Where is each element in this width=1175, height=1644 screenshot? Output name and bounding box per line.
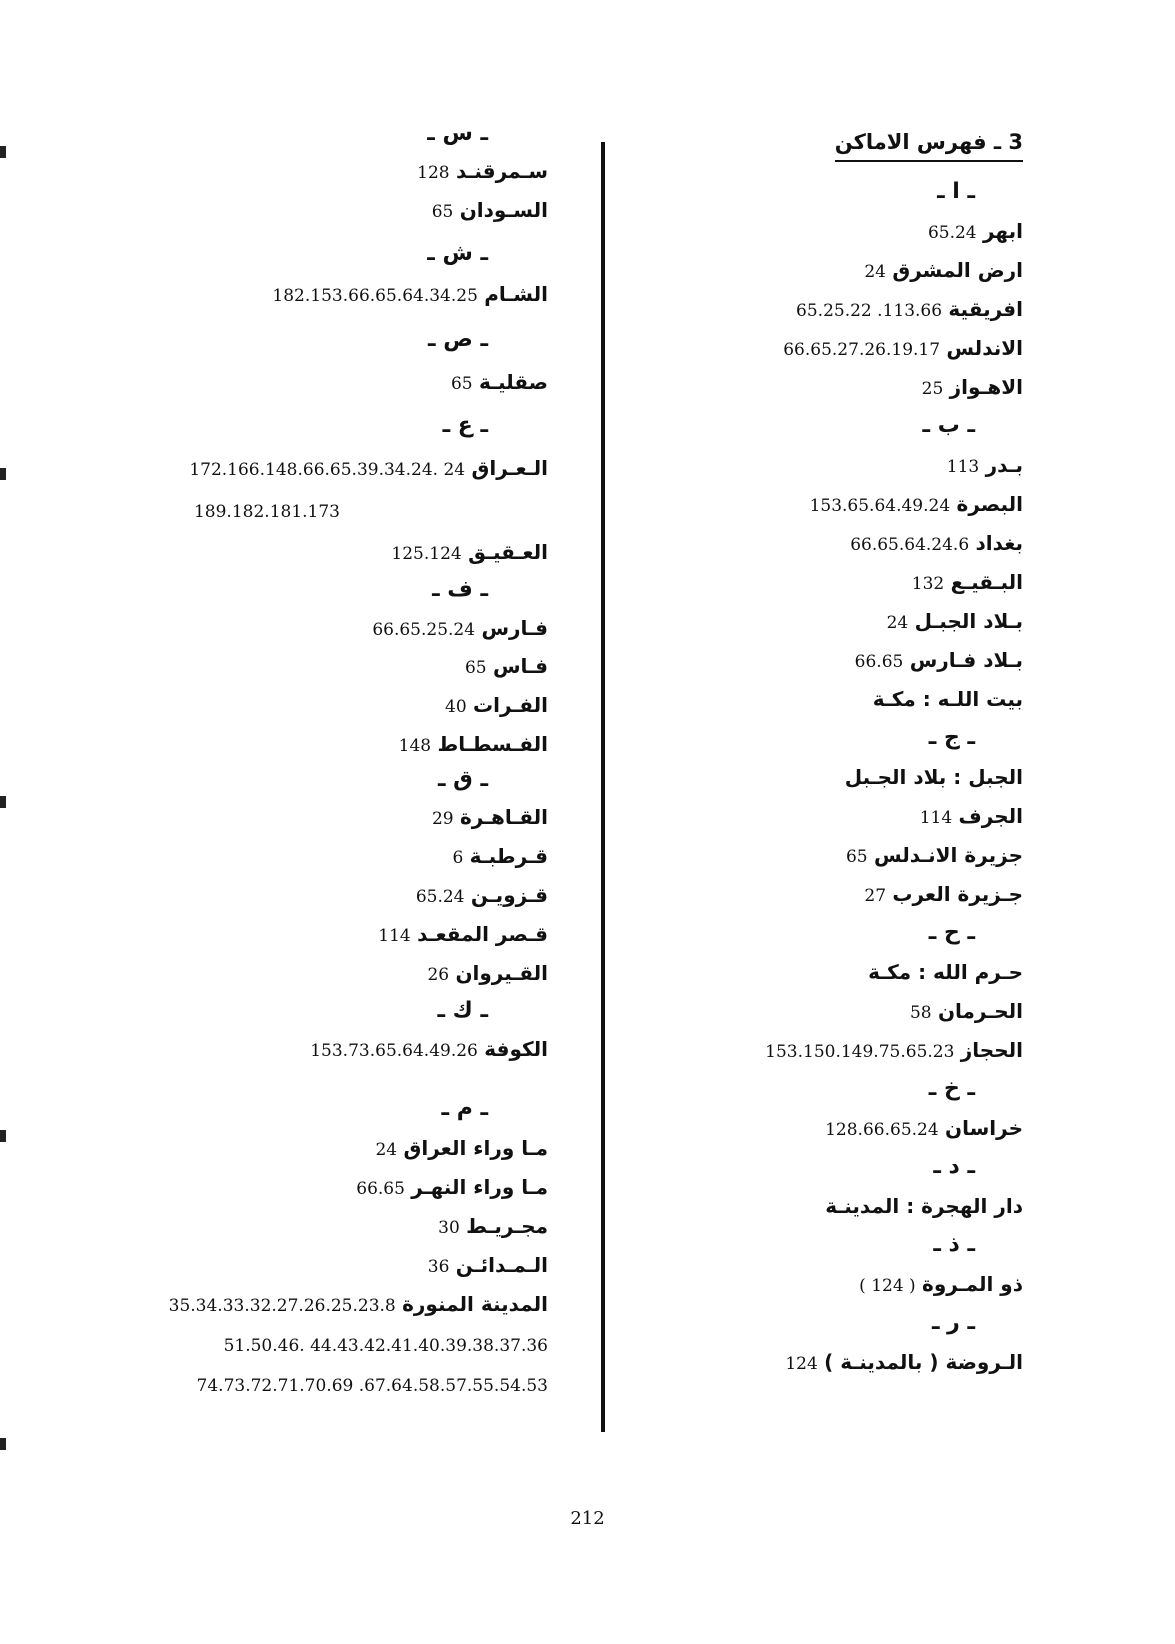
place-name: بغداد xyxy=(975,531,1023,555)
page-refs: 26 xyxy=(427,965,450,985)
place-name: حـرم الله : مكـة xyxy=(868,960,1023,984)
margin-mark xyxy=(0,468,6,480)
page-refs: 113 xyxy=(946,457,980,477)
index-entry xyxy=(438,1212,548,1242)
place-name: المدينة المنورة xyxy=(402,1292,548,1316)
page-refs: 58 xyxy=(909,1003,932,1023)
place-name: فـارس xyxy=(481,616,548,640)
place-name: العـقيـق xyxy=(468,540,548,564)
margin-mark xyxy=(0,1438,6,1450)
index-entry xyxy=(417,157,548,187)
letter-header: ـ ذ ـ xyxy=(933,1232,975,1257)
place-name: الاندلس xyxy=(946,336,1023,360)
index-entry xyxy=(391,538,548,568)
letter-header: ـ د ـ xyxy=(933,1154,975,1179)
page-refs: 153.73.65.64.49.26 xyxy=(310,1041,478,1061)
place-name: جزيرة الانـدلس xyxy=(873,843,1023,867)
page-refs: 148 xyxy=(398,736,432,756)
index-entry xyxy=(272,280,548,310)
page-refs: 153.150.149.75.65.23 xyxy=(765,1042,955,1062)
page-refs: 128.66.65.24 xyxy=(825,1120,939,1140)
index-entry xyxy=(785,1348,1023,1378)
place-name: البـقيـع xyxy=(950,570,1023,594)
index-entry xyxy=(845,763,1023,791)
index-entry xyxy=(189,454,548,484)
place-name: الـروضة ( بالمدينـة ) xyxy=(824,1350,1023,1374)
page-refs-continuation xyxy=(194,496,340,526)
page-refs: 65 xyxy=(845,847,868,867)
page-refs: 25 xyxy=(921,379,944,399)
place-name: قـرطبـة xyxy=(469,844,548,868)
place-name: الجبل : بلاد الجـبل xyxy=(844,765,1023,789)
page-refs: 65.24 xyxy=(927,223,977,243)
letter-header: ـ ب ـ xyxy=(922,413,975,438)
index-entry xyxy=(864,256,1023,286)
index-entry xyxy=(850,529,1023,559)
index-entry xyxy=(399,730,548,760)
margin-mark xyxy=(0,146,6,158)
place-name: جـزيرة العرب xyxy=(892,882,1023,906)
index-entry xyxy=(356,1173,548,1203)
index-entry xyxy=(810,490,1023,520)
place-name: قـصر المقعـد xyxy=(417,922,548,946)
letter-header: ـ س ـ xyxy=(427,121,488,146)
page-refs: 114 xyxy=(378,926,411,946)
page-refs: 6 xyxy=(452,848,464,868)
page-refs: ( 124 ) xyxy=(859,1276,916,1296)
page-refs: 66.65.64.24.6 xyxy=(850,535,970,555)
index-entry xyxy=(451,368,548,398)
place-name: قـزويـن xyxy=(470,883,548,907)
page-refs: 40 xyxy=(445,697,467,717)
index-entry xyxy=(465,652,548,682)
page-refs: 124 xyxy=(785,1354,818,1374)
index-entry xyxy=(825,1114,1023,1144)
place-name: الحجاز xyxy=(960,1038,1023,1062)
index-entry xyxy=(432,803,548,833)
index-title: 3 ـ فهرس الاماكن xyxy=(835,130,1023,162)
place-name: الجرف xyxy=(958,804,1023,828)
place-name: الكوفة xyxy=(484,1037,548,1061)
page-refs: 153.65.64.49.24 xyxy=(809,496,951,516)
page-refs: 66.65 xyxy=(854,652,904,672)
page-refs: 24 xyxy=(864,262,886,282)
place-name: القـاهـرة xyxy=(459,805,548,829)
place-name: الحـرمان xyxy=(937,999,1023,1023)
place-name: دار الهجرة : المدينـة xyxy=(825,1194,1023,1218)
place-name: بـلاد فـارس xyxy=(909,648,1023,672)
place-name: الاهـواز xyxy=(949,375,1023,399)
place-name: مجـريـط xyxy=(466,1214,548,1238)
page-refs: 114 xyxy=(919,808,953,828)
page-refs: 74.73.72.71.70.69 .67.64.58.57.55.54.53 xyxy=(196,1376,548,1396)
letter-header: ـ ج ـ xyxy=(928,725,975,750)
page-refs: 24 xyxy=(886,613,909,633)
place-name: الفـرات xyxy=(473,693,548,717)
place-name: ابهر xyxy=(982,219,1023,243)
place-name: خراسان xyxy=(945,1116,1023,1140)
letter-header: ـ ك ـ xyxy=(437,998,488,1023)
index-entry xyxy=(846,841,1023,871)
place-name: بيت اللـه : مكـة xyxy=(872,687,1023,711)
place-name: البصرة xyxy=(956,492,1023,516)
page-refs: 189.182.181.173 xyxy=(193,502,340,522)
index-entry xyxy=(445,691,548,721)
place-name: الشـام xyxy=(484,282,548,306)
index-entry xyxy=(783,334,1023,364)
index-entry xyxy=(416,881,548,911)
page-refs: 182.153.66.65.64.34.25 xyxy=(272,286,478,306)
margin-mark xyxy=(0,796,6,808)
margin-mark xyxy=(0,1130,6,1142)
page-refs-continuation xyxy=(197,1370,548,1400)
index-entry xyxy=(873,685,1023,713)
page-refs: 36 xyxy=(427,1257,450,1277)
index-entry xyxy=(375,1134,548,1164)
index-entry xyxy=(310,1035,548,1065)
page-refs: 132 xyxy=(911,574,945,594)
page-refs-continuation xyxy=(224,1330,548,1360)
page-refs: 66.65 xyxy=(356,1179,405,1199)
index-entry xyxy=(169,1290,548,1320)
index-entry xyxy=(859,1270,1023,1300)
index-entry xyxy=(796,295,1023,325)
index-entry xyxy=(855,646,1023,676)
page-refs: 113.66. 65.25.22 xyxy=(796,301,943,321)
letter-header: ـ م ـ xyxy=(441,1096,488,1121)
column-divider xyxy=(601,142,605,1432)
page-refs: 65 xyxy=(464,658,487,678)
page-number: 212 xyxy=(570,1508,605,1529)
index-entry xyxy=(920,802,1023,832)
place-name: السـودان xyxy=(459,198,548,222)
letter-header: ـ ع ـ xyxy=(442,413,488,438)
page-refs: 35.34.33.32.27.26.25.23.8 xyxy=(168,1296,396,1316)
place-name: الـعـراق xyxy=(471,456,548,480)
index-entry xyxy=(765,1036,1023,1066)
index-entry xyxy=(868,958,1023,986)
letter-header: ـ ر ـ xyxy=(931,1310,975,1335)
index-entry xyxy=(432,196,548,226)
page-refs: 51.50.46. 44.43.42.41.40.39.38.37.36 xyxy=(223,1336,548,1356)
index-entry xyxy=(452,842,548,872)
page-refs: 29 xyxy=(431,809,454,829)
place-name: مـا وراء العراق xyxy=(403,1136,548,1160)
page-refs: 128 xyxy=(417,163,450,183)
place-name: صقليـة xyxy=(478,370,548,394)
index-entry xyxy=(928,217,1023,247)
page-refs: 66.65.27.26.19.17 xyxy=(783,340,941,360)
index-entry xyxy=(378,920,548,950)
letter-header: ـ ف ـ xyxy=(432,577,488,602)
page-refs: 65.24 xyxy=(415,887,465,907)
index-entry xyxy=(372,614,548,644)
index-entry xyxy=(427,959,548,989)
place-name: ارض المشرق xyxy=(892,258,1023,282)
index-entry xyxy=(887,607,1023,637)
page-refs: 24 .172.166.148.66.65.39.34.24 xyxy=(189,460,466,480)
page-refs: 65 xyxy=(450,374,473,394)
place-name: بـدر xyxy=(985,453,1023,477)
letter-header: ـ ش ـ xyxy=(427,241,488,266)
page-refs: 65 xyxy=(431,202,454,222)
page-refs: 125.124 xyxy=(391,544,462,564)
place-name: الـمـدائـن xyxy=(455,1253,548,1277)
place-name: ذو المـروة xyxy=(922,1272,1023,1296)
index-entry xyxy=(912,568,1023,598)
place-name: افريقية xyxy=(948,297,1023,321)
place-name: القـيروان xyxy=(455,961,548,985)
place-name: مـا وراء النهـر xyxy=(411,1175,548,1199)
place-name: فـاس xyxy=(492,654,548,678)
index-entry xyxy=(910,997,1023,1027)
letter-header: ـ ح ـ xyxy=(928,920,975,945)
place-name: بـلاد الجبـل xyxy=(914,609,1023,633)
index-entry xyxy=(864,880,1023,910)
place-name: الفـسطـاط xyxy=(437,732,548,756)
index-entry xyxy=(428,1251,548,1281)
letter-header: ـ ا ـ xyxy=(937,179,975,204)
letter-header: ـ ق ـ xyxy=(437,767,488,792)
page-refs: 27 xyxy=(864,886,887,906)
place-name: سـمرقنـد xyxy=(455,159,548,183)
index-entry xyxy=(922,373,1023,403)
page-refs: 30 xyxy=(438,1218,460,1238)
page-refs: 66.65.25.24 xyxy=(372,620,476,640)
page-refs: 24 xyxy=(375,1140,398,1160)
index-entry xyxy=(947,451,1023,481)
letter-header: ـ ص ـ xyxy=(428,327,488,352)
letter-header: ـ خ ـ xyxy=(928,1076,975,1101)
index-entry xyxy=(825,1192,1023,1220)
